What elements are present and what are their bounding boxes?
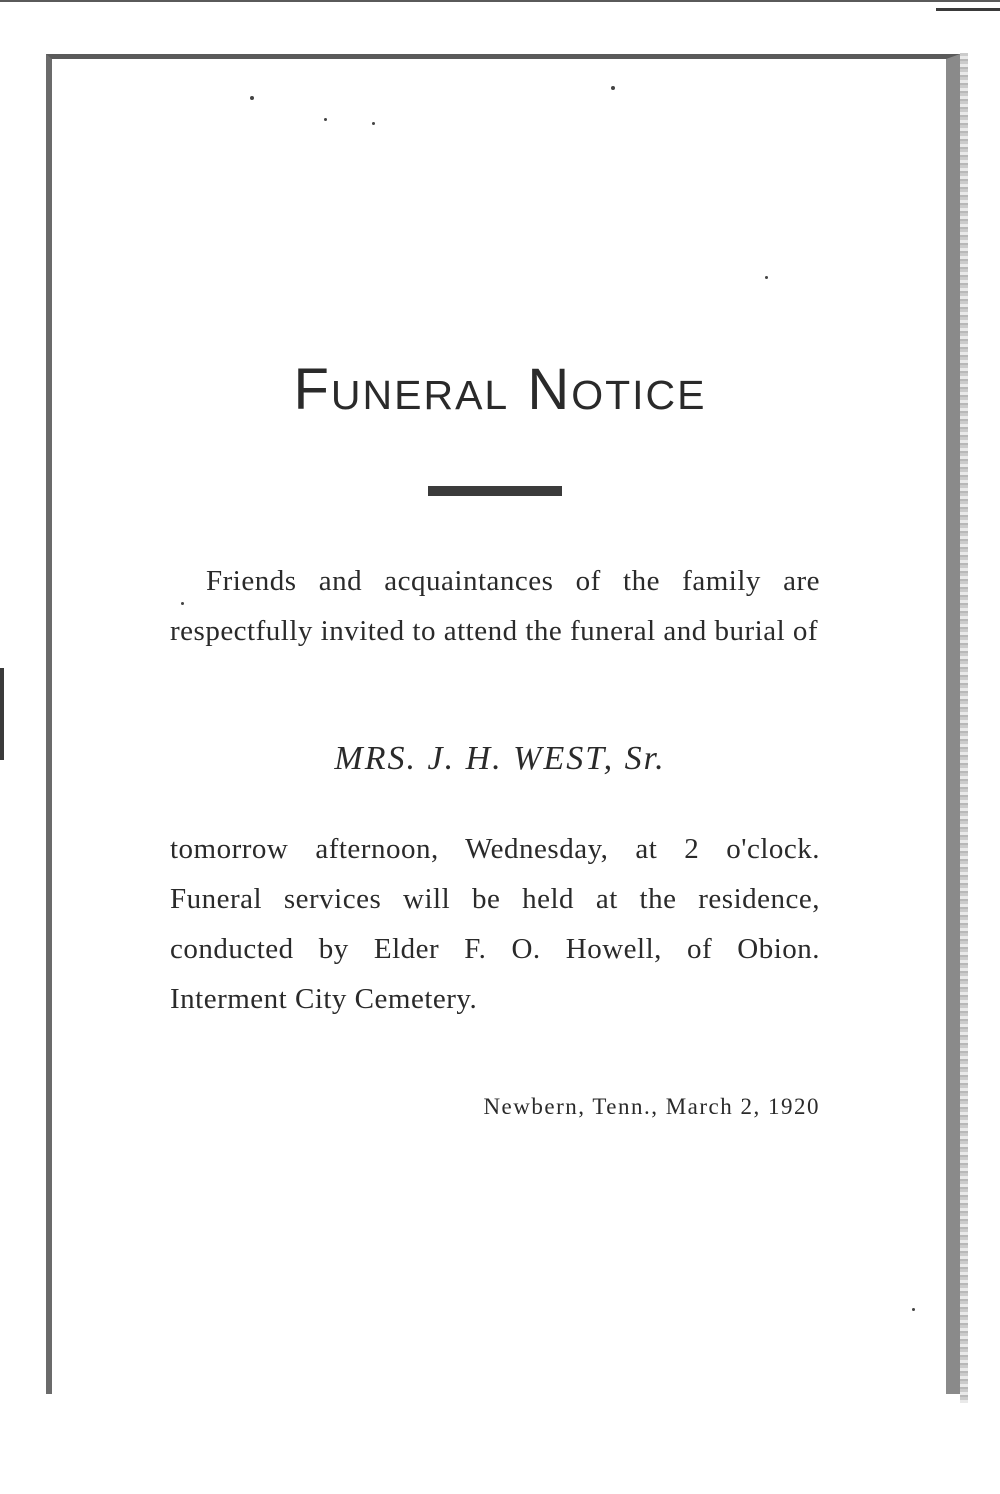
print-speck <box>372 122 375 125</box>
print-speck <box>611 86 615 90</box>
print-speck <box>250 96 254 100</box>
invitation-text: Friends and acquaintances of the family are respectfully invited to attend the funeral and burial of <box>170 565 820 647</box>
service-details-paragraph: tomorrow afternoon, Wednesday, at 2 o'clock. Funeral services will be held at the residence, conducted by Elder F. O. Howell, of Obion. Interment City Cemetery. <box>170 833 820 1015</box>
print-speck <box>912 1308 915 1311</box>
invitation-paragraph <box>170 556 820 656</box>
print-speck <box>765 276 768 279</box>
scan-top-edge <box>0 0 1000 2</box>
notice-title: Funeral Notice <box>293 357 707 422</box>
dateline: Newbern, Tenn., March 2, 1920 <box>483 1094 820 1119</box>
notice-card-border <box>46 54 960 1394</box>
scan-top-right-mark <box>936 8 1000 11</box>
title-rule <box>428 486 562 496</box>
deceased-name: MRS. J. H. WEST, Sr. <box>334 740 666 777</box>
print-speck <box>324 118 327 121</box>
